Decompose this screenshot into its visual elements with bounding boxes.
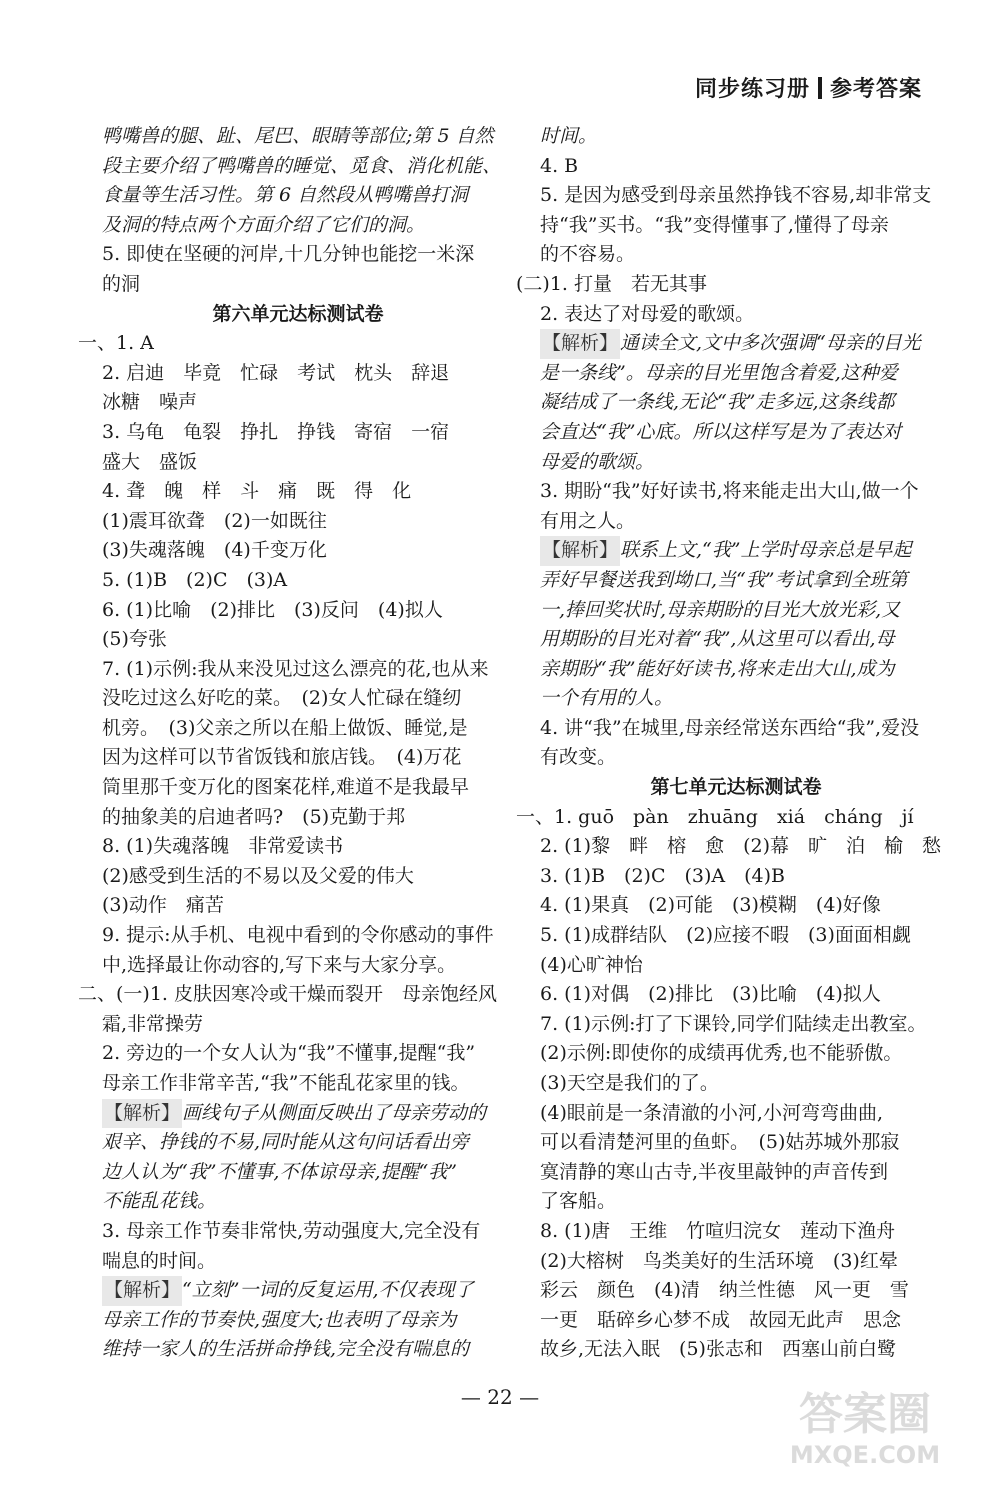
answer-line — [78, 1099, 518, 1129]
page-number: — 22 — — [460, 1385, 540, 1409]
answer-line — [516, 536, 956, 566]
answer-line: 段主要介绍了鸭嘴兽的睡觉、觅食、消化机能、 — [102, 154, 502, 177]
answer-line: 用期盼的目光对着“我”,从这里可以看出,母 — [540, 628, 895, 651]
answer-line: (2)示例:即使你的成绩再优秀,也不能骄傲。 — [540, 1042, 903, 1065]
analysis-tag: 【解析】 — [540, 536, 620, 566]
answer-line: 8. (1)唐 王维 竹喧归浣女 莲动下渔舟 — [540, 1219, 896, 1242]
answer-line: 5. (1)成群结队 (2)应接不暇 (3)面面相觑 — [540, 924, 911, 947]
answer-line: (5)夸张 — [102, 628, 167, 651]
answer-line: 因为这样可以节省饭钱和旅店钱。 (4)万花 — [102, 746, 462, 769]
answer-line: (4)心旷神怡 — [540, 953, 643, 976]
answer-line: 3. 期盼“我”好好读书,将来能走出大山,做一个 — [540, 480, 919, 503]
answer-line: 3. (1)B (2)C (3)A (4)B — [540, 864, 786, 887]
answer-line: 7. (1)示例:我从来没见过这么漂亮的花,也从来 — [102, 657, 489, 680]
watermark-text: 答案圈 — [799, 1389, 931, 1440]
answer-line: (二)1. 打量 若无其事 — [516, 272, 707, 295]
answer-line: 3. 乌龟 龟裂 挣扎 挣钱 寄宿 一宿 — [102, 420, 450, 443]
book-title: 同步练习册 — [694, 77, 810, 102]
analysis-text: 画线句子从侧面反映出了母亲劳动的 — [182, 1101, 487, 1124]
answer-line: 2. 旁边的一个女人认为“我”不懂事,提醒“我” — [102, 1042, 476, 1065]
analysis-text: 联系上文,“我”上学时母亲总是早起 — [620, 539, 912, 562]
answer-line: 4. B — [540, 154, 579, 177]
answer-line: 4. (1)果真 (2)可能 (3)模糊 (4)好像 — [540, 894, 881, 917]
answer-line: (3)动作 痛苦 — [102, 894, 224, 917]
answer-line: 一、1. guō pàn zhuāng xiá cháng jí — [516, 805, 914, 828]
answer-line: 5. (1)B (2)C (3)A — [102, 568, 288, 591]
answer-line: (4)眼前是一条清澈的小河,小河弯弯曲曲, — [540, 1101, 883, 1124]
answer-line: 有用之人。 — [540, 509, 636, 532]
answer-line: 鸭嘴兽的腿、趾、尾巴、眼睛等部位;第 5 自然 — [102, 125, 494, 147]
answer-line: 是一条线”。母亲的目光里饱含着爱,这种爱 — [540, 361, 898, 384]
answer-line: 4. 聋 魄 样 斗 痛 既 得 化 — [102, 480, 412, 503]
answer-line: 边人认为“我”不懂事,不体谅母亲,提醒“我” — [102, 1160, 457, 1183]
answer-line: 4. 讲“我”在城里,母亲经常送东西给“我”,爱没 — [540, 716, 920, 739]
analysis-tag: 【解析】 — [540, 329, 620, 359]
answer-line: 食量等生活习性。第 6 自然段从鸭嘴兽打洞 — [102, 184, 469, 207]
answer-line: 筒里那千变万化的图案花样,难道不是我最早 — [102, 776, 470, 799]
answer-line: 没吃过这么好吃的菜。 (2)女人忙碌在缝纫 — [102, 687, 462, 710]
answer-line: 二、(一)1. 皮肤因寒冷或干燥而裂开 母亲饱经风 — [78, 983, 497, 1006]
answer-line: 喘息的时间。 — [102, 1249, 217, 1272]
answer-line: 一、1. A — [78, 332, 154, 355]
answer-line: 及洞的特点两个方面介绍了它们的洞。 — [102, 213, 426, 236]
answer-line: 5. 即使在坚硬的河岸,十几分钟也能挖一米深 — [102, 243, 475, 266]
answer-line: (1)震耳欲聋 (2)一如既往 — [102, 509, 327, 532]
answer-line: 时间。 — [540, 125, 598, 147]
answer-line: 一更 聒碎乡心梦不成 故园无此声 思念 — [540, 1308, 902, 1331]
answer-line: 6. (1)比喻 (2)排比 (3)反问 (4)拟人 — [102, 598, 443, 621]
answer-line: 霜,非常操劳 — [102, 1012, 204, 1035]
answer-line: 有改变。 — [540, 746, 617, 769]
answer-line: 会直达“我”心底。所以这样写是为了表达对 — [540, 420, 902, 443]
analysis-tag: 【解析】 — [102, 1276, 182, 1306]
watermark-url: MXQE.COM — [789, 1441, 941, 1469]
answer-line: 亲期盼“我”能好好读书,将来走出大山,成为 — [540, 657, 895, 680]
answer-line: 一个有用的人。 — [540, 687, 674, 710]
answer-line — [516, 329, 956, 359]
answer-line: 可以看清楚河里的鱼虾。 (5)姑苏城外那寂 — [540, 1131, 900, 1154]
answer-line: 凝结成了一条线,无论“我”走多远,这条线都 — [540, 391, 895, 414]
right-column — [516, 122, 956, 1365]
answer-line: (3)失魂落魄 (4)千变万化 — [102, 539, 327, 562]
answer-line: 寞清静的寒山古寺,半夜里敲钟的声音传到 — [540, 1160, 889, 1183]
answer-line: 中,选择最让你动容的,写下来与大家分享。 — [102, 953, 457, 976]
answer-line: 5. 是因为感受到母亲虽然挣钱不容易,却非常支 — [540, 184, 932, 207]
running-header — [695, 72, 922, 103]
watermark-logo — [760, 1381, 970, 1471]
analysis-tag: 【解析】 — [102, 1099, 182, 1129]
answer-line: 了客船。 — [540, 1190, 617, 1213]
answer-line: (2)感受到生活的不易以及父爱的伟大 — [102, 864, 414, 887]
answer-line: 8. (1)失魂落魄 非常爱读书 — [102, 835, 344, 858]
answer-line: 3. 母亲工作节奏非常快,劳动强度大,完全没有 — [102, 1219, 481, 1242]
answer-line: (2)大榕树 鸟类美好的生活环境 (3)红晕 — [540, 1249, 898, 1272]
section-title: 参考答案 — [829, 77, 922, 102]
answer-line: 故乡,无法入眠 (5)张志和 西塞山前白鹭 — [540, 1338, 896, 1361]
answer-line: 一,捧回奖状时,母亲期盼的目光大放光彩,又 — [540, 598, 901, 621]
analysis-text: “立刻”一词的反复运用,不仅表现了 — [182, 1279, 474, 1302]
answer-line: 6. (1)对偶 (2)排比 (3)比喻 (4)拟人 — [540, 983, 881, 1006]
left-column — [78, 122, 518, 1365]
answer-line: 母亲工作的节奏快,强度大;也表明了母亲为 — [102, 1308, 457, 1331]
answer-line: 9. 提示:从手机、电视中看到的令你感动的事件 — [102, 924, 494, 947]
answer-line: 维持一家人的生活拼命挣钱,完全没有喘息的 — [102, 1338, 470, 1361]
answer-line: 冰糖 噪声 — [102, 391, 198, 414]
answer-line: 机旁。 (3)父亲之所以在船上做饭、睡觉,是 — [102, 716, 468, 739]
answer-line: 母亲工作非常辛苦,“我”不能乱花家里的钱。 — [102, 1072, 470, 1094]
answer-line: 持“我”买书。“我”变得懂事了,懂得了母亲 — [540, 213, 889, 236]
answer-line: 盛大 盛饭 — [102, 450, 198, 473]
answer-line: 艰辛、挣钱的不易,同时能从这句问话看出旁 — [102, 1131, 470, 1154]
answer-line: 的抽象美的启迪者吗? (5)克勤于邦 — [102, 805, 406, 828]
answer-line: 母爱的歌颂。 — [540, 450, 655, 473]
header-divider — [818, 77, 822, 99]
answer-line: 7. (1)示例:打了下课铃,同学们陆续走出教室。 — [540, 1012, 927, 1035]
answer-line: 的不容易。 — [540, 243, 636, 266]
answer-line: 的洞 — [102, 272, 141, 295]
section-heading: 第六单元达标测试卷 — [212, 302, 384, 325]
answer-line: 2. 启迪 毕竟 忙碌 考试 枕头 辞退 — [102, 361, 450, 384]
section-heading: 第七单元达标测试卷 — [650, 776, 822, 799]
answer-line — [78, 1276, 518, 1306]
answer-line: 不能乱花钱。 — [102, 1190, 217, 1213]
answer-line: 2. 表达了对母爱的歌颂。 — [540, 302, 755, 325]
analysis-text: 通读全文,文中多次强调“母亲的目光 — [620, 332, 921, 355]
answer-line: 2. (1)黎 畔 榕 愈 (2)幕 旷 泊 榆 愁 — [540, 835, 941, 858]
answer-line: 彩云 颜色 (4)清 纳兰性德 风一更 雪 — [540, 1279, 909, 1302]
answer-line: 弄好早餐送我到坳口,当“我”考试拿到全班第 — [540, 568, 908, 591]
answer-line: (3)天空是我们的了。 — [540, 1072, 719, 1094]
